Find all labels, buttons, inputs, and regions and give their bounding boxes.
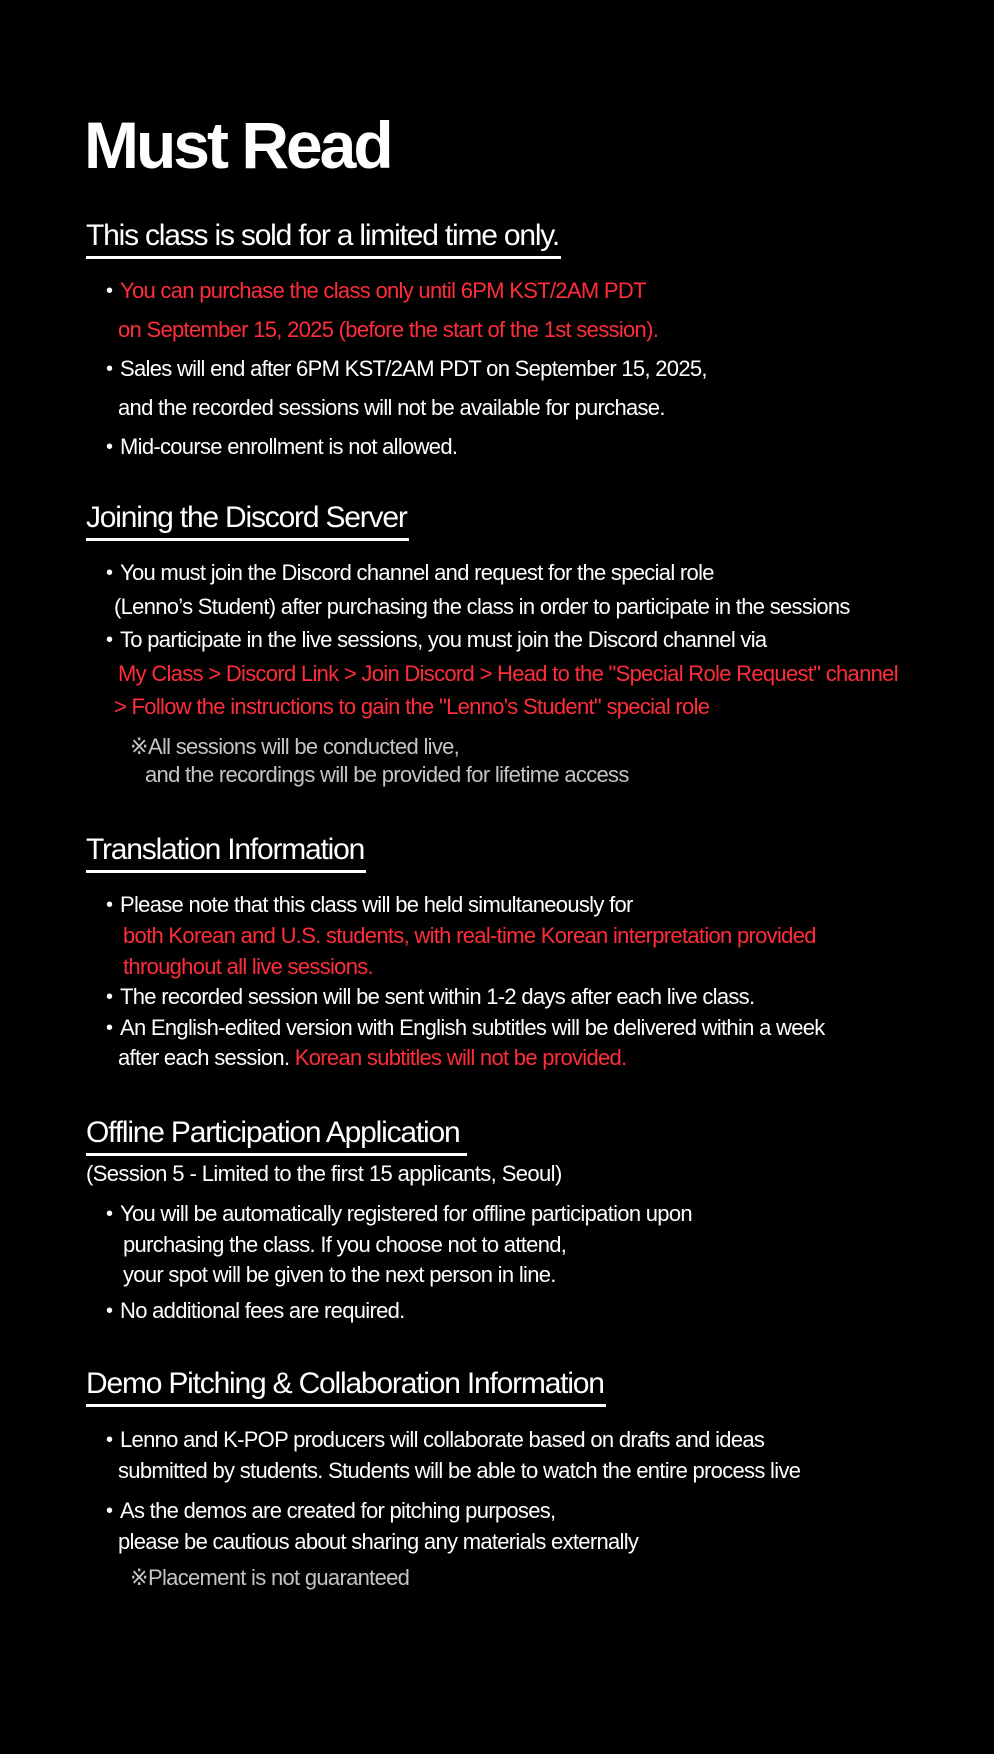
bullet-icon: •: [106, 436, 114, 458]
bullet-icon: •: [106, 1429, 114, 1451]
bullet-icon: •: [106, 358, 114, 380]
bullet-text: As the demos are created for pitching purposes,: [120, 1498, 556, 1523]
bullet-text: both Korean and U.S. students, with real-time Korean interpretation provided: [123, 923, 816, 948]
bullet-text: [118, 1043, 627, 1073]
bullet-text: your spot will be given to the next person in line.: [123, 1262, 556, 1287]
bullet-text: No additional fees are required.: [120, 1298, 405, 1323]
section-heading-discord: Joining the Discord Server: [86, 498, 409, 541]
bullet-icon: •: [106, 562, 114, 584]
bullet-text: Lenno and K-POP producers will collaborate based on drafts and ideas: [120, 1427, 765, 1452]
bullet-icon: •: [106, 1300, 114, 1322]
bullet-icon: •: [106, 1017, 114, 1039]
bullet-text: please be cautious about sharing any materials externally: [118, 1529, 639, 1554]
section-heading-offline: Offline Participation Application: [86, 1113, 467, 1156]
bullet-text: You will be automatically registered for offline participation upon: [120, 1201, 692, 1226]
bullet-text: throughout all live sessions.: [123, 954, 373, 979]
section-heading-limited-time: This class is sold for a limited time only.: [86, 216, 561, 259]
note-icon: ※: [130, 734, 148, 759]
section-heading-translation: Translation Information: [86, 830, 366, 873]
bullet-icon: •: [106, 1203, 114, 1225]
bullet-text: Please note that this class will be held simultaneously for: [120, 892, 633, 917]
discord-instruction-path: My Class > Discord Link > Join Discord > Head to the "Special Role Request" channel: [118, 661, 898, 686]
bullet-text-part: after each session.: [118, 1045, 290, 1070]
note-icon: ※: [130, 1565, 148, 1590]
bullet-text: Mid-course enrollment is not allowed.: [120, 434, 458, 459]
bullet-text-part: Korean subtitles will not be provided.: [294, 1045, 627, 1070]
bullet-text: An English-edited version with English subtitles will be delivered within a week: [120, 1015, 825, 1040]
bullet-text: on September 15, 2025 (before the start of the 1st session).: [118, 317, 659, 342]
bullet-icon: •: [106, 1500, 114, 1522]
note-text: Placement is not guaranteed: [148, 1565, 410, 1590]
bullet-text: (Lenno’s Student) after purchasing the class in order to participate in the sessions: [114, 594, 850, 619]
page-title: Must Read: [84, 108, 391, 182]
bullet-text: Sales will end after 6PM KST/2AM PDT on September 15, 2025,: [120, 356, 707, 381]
bullet-text: submitted by students. Students will be able to watch the entire process live: [118, 1458, 801, 1483]
bullet-text: You must join the Discord channel and request for the special role: [120, 560, 714, 585]
discord-instruction-path: > Follow the instructions to gain the "Lenno's Student" special role: [114, 694, 710, 719]
bullet-text: purchasing the class. If you choose not to attend,: [123, 1232, 567, 1257]
section-heading-demo: Demo Pitching & Collaboration Information: [86, 1364, 606, 1407]
bullet-text: The recorded session will be sent within 1-2 days after each live class.: [120, 984, 755, 1009]
bullet-text: and the recorded sessions will not be available for purchase.: [118, 395, 665, 420]
bullet-icon: •: [106, 280, 114, 302]
note-text: All sessions will be conducted live,: [148, 734, 460, 759]
bullet-text: To participate in the live sessions, you must join the Discord channel via: [120, 627, 767, 652]
bullet-icon: •: [106, 894, 114, 916]
section-subtitle: (Session 5 - Limited to the first 15 applicants, Seoul): [86, 1161, 562, 1186]
bullet-text: You can purchase the class only until 6PM KST/2AM PDT: [120, 278, 646, 303]
note-text: and the recordings will be provided for lifetime access: [145, 762, 629, 787]
bullet-icon: •: [106, 986, 114, 1008]
bullet-icon: •: [106, 629, 114, 651]
